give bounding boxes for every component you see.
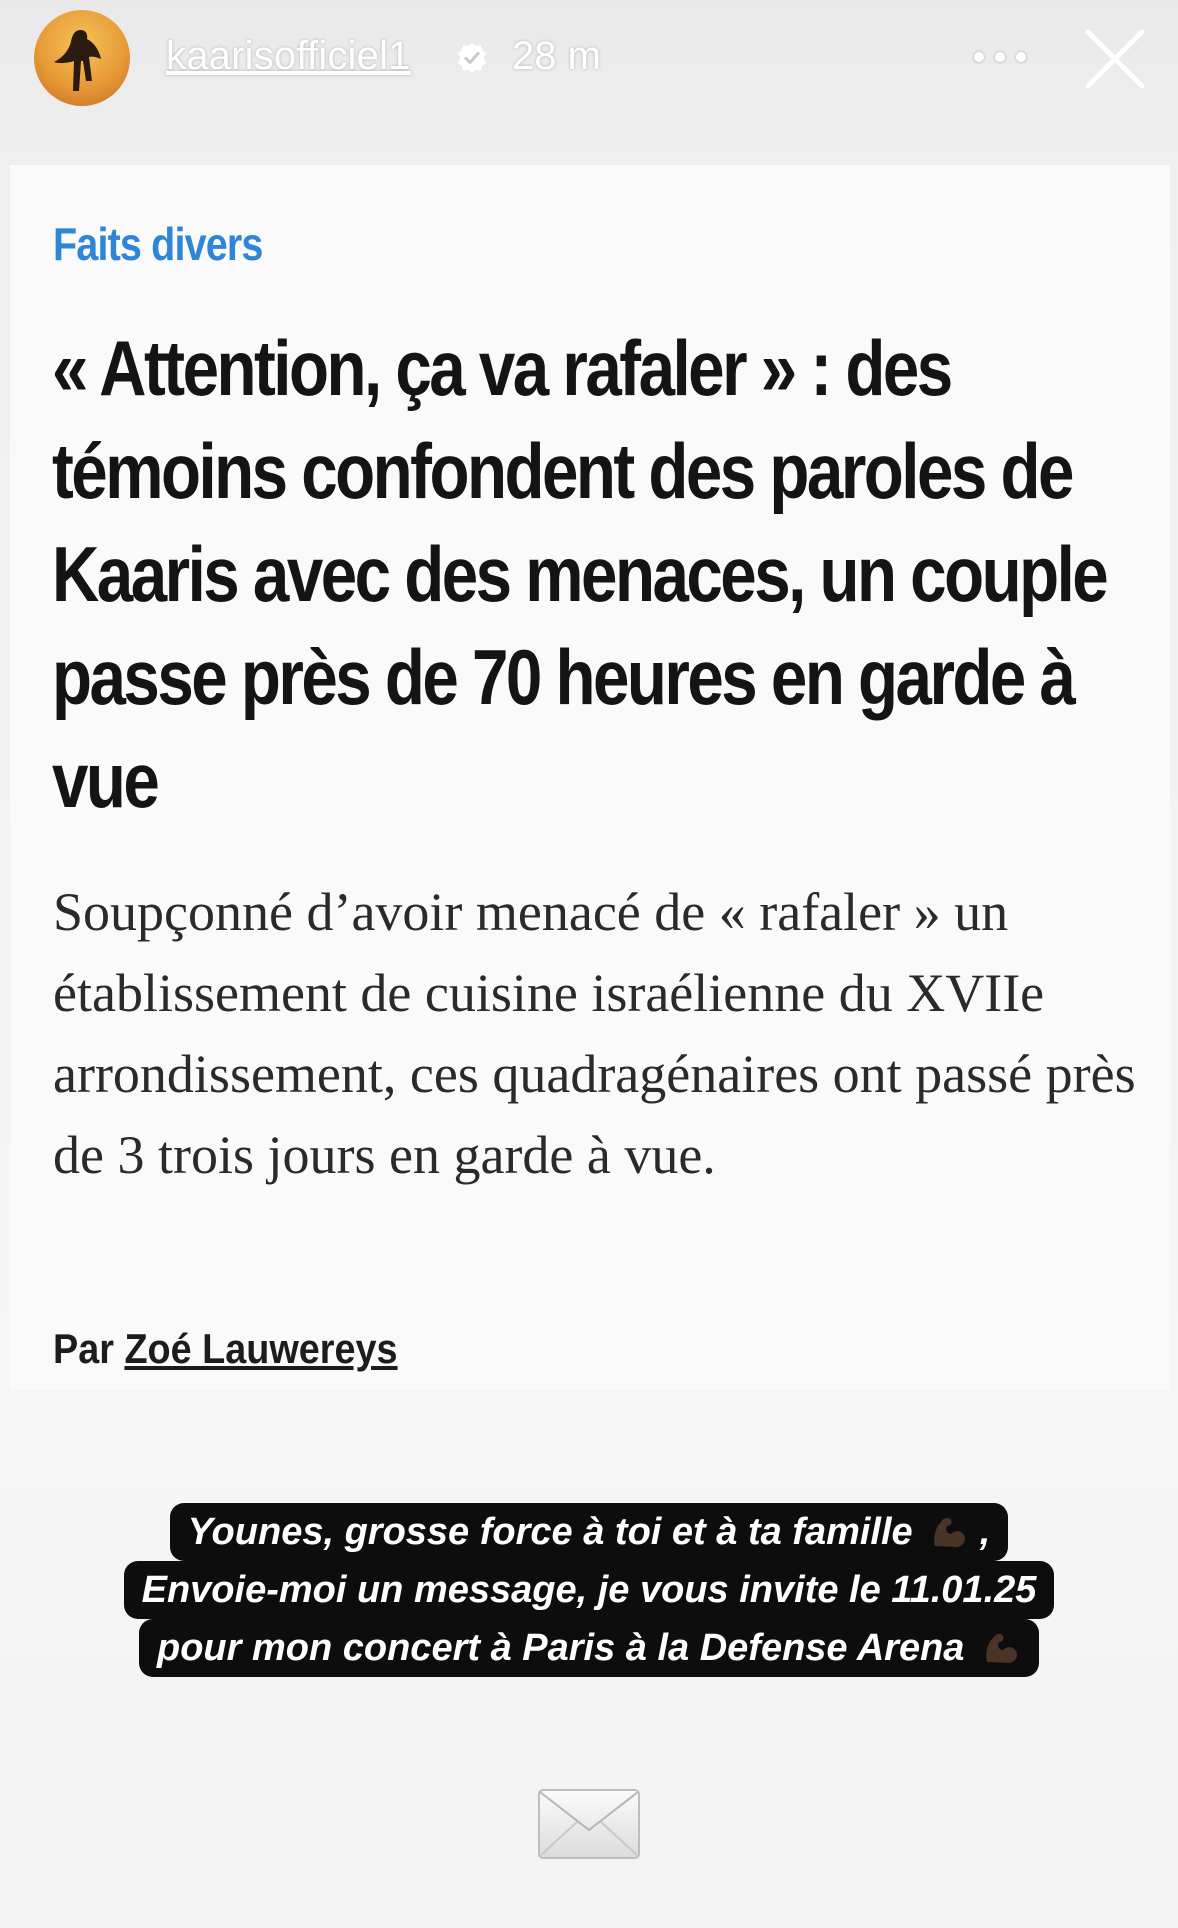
- close-icon[interactable]: [1080, 24, 1150, 94]
- story-username[interactable]: kaarisofficiel1: [166, 34, 411, 78]
- flexed-biceps-emoji: [981, 1628, 1021, 1666]
- more-options-icon[interactable]: [970, 36, 1030, 76]
- author-link[interactable]: Zoé Lauwereys: [124, 1325, 398, 1372]
- article-category[interactable]: Faits divers: [53, 218, 263, 270]
- caption-line-1: [170, 1503, 1009, 1561]
- caption-line-1-text: Younes, grosse force à toi et à ta famille: [187, 1511, 913, 1553]
- verified-badge-icon: [456, 42, 488, 74]
- profile-avatar[interactable]: [34, 10, 130, 106]
- article-byline: [53, 1325, 398, 1373]
- flexed-biceps-emoji: [929, 1512, 969, 1550]
- envelope-icon[interactable]: [537, 1788, 641, 1860]
- story-timestamp: 28 m: [512, 34, 601, 78]
- caption-line-1-suffix: ,: [979, 1511, 991, 1553]
- story-caption: [0, 1503, 1178, 1677]
- caption-line-3-text: pour mon concert à Paris à la Defense Arena: [157, 1627, 965, 1669]
- caption-line-2: Envoie-moi un message, je vous invite le 11.01.25: [124, 1561, 1055, 1619]
- story-header: [0, 0, 1178, 120]
- avatar-silhouette-icon: [34, 10, 130, 106]
- caption-line-3: [139, 1619, 1039, 1677]
- article-summary: Soupçonné d’avoir menacé de « rafaler » un établissement de cuisine israélienne du XVIIe arrondissement, ces quadragénaires ont passé près de 3 trois jours en garde à vue.: [53, 882, 1136, 1185]
- article-headline: « Attention, ça va rafaler » : des témoins confondent des paroles de Kaaris avec des menaces, un couple passe près de 70 heures en garde à vue: [52, 324, 1107, 824]
- byline-prefix: Par: [53, 1325, 114, 1372]
- article-card: [10, 165, 1170, 1390]
